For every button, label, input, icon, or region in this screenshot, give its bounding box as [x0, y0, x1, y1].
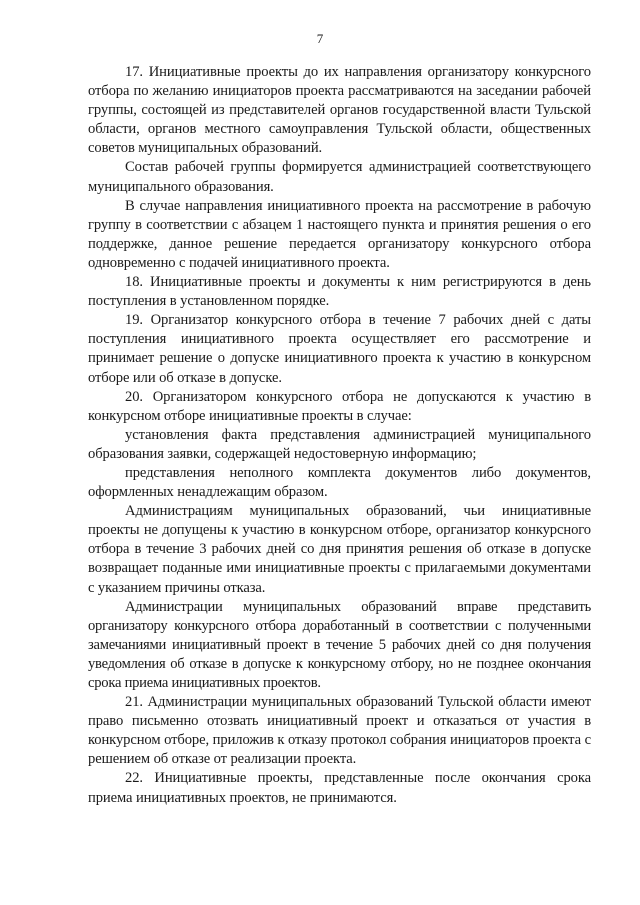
paragraph-item-21: 21. Администрации муниципальных образований Тульской области имеют право письменно отозвать инициативный проект и отказаться от участия в конкурсном отборе, приложив к отказу протокол собрания инициаторов проекта с решением об отказе от реализации проекта. — [88, 694, 591, 768]
paragraph-item-19: 19. Организатор конкурсного отбора в течение 7 рабочих дней с даты поступления инициативного проекта осуществляет его рассмотрение и принимает решение о допуске инициативного проекта к участию в конкурсном отборе или об отказе в допуске. — [88, 312, 591, 386]
paragraph-item-18: 18. Инициативные проекты и документы к ним регистрируются в день поступления в установленном порядке. — [88, 274, 591, 310]
document-body — [88, 63, 591, 808]
paragraph-working-group-decision: В случае направления инициативного проекта на рассмотрение в рабочую группу в соответствии с абзацем 1 настоящего пункта и принятия решения о его поддержке, данное решение передается организатору конкурсного отбора одновременно с подачей инициативного проекта. — [88, 197, 591, 271]
paragraph-return-of-projects: Администрациям муниципальных образований, чьи инициативные проекты не допущены к участию в конкурсном отборе, организатор конкурсного отбора в течение 3 рабочих дней со дня принятия решения об отказе в допуске возвращает поданные ими инициативные проекты с прилагаемыми документами с указанием причины отказа. — [88, 503, 591, 596]
paragraph-refusal-reason-2: представления неполного комплекта документов либо документов, оформленных ненадлежащим образом. — [88, 464, 591, 501]
paragraph-resubmission: Администрации муниципальных образований вправе представить организатору конкурсного отбора доработанный в соответствии с полученными замечаниями инициативный проект в течение 5 рабочих дней со дня получения уведомления об отказе в допуске к конкурсному отбору, но не позднее окончания срока приема инициативных проектов. — [88, 598, 591, 691]
paragraph-item-17: 17. Инициативные проекты до их направления организатору конкурсного отбора по желанию инициаторов проекта рассматриваются на заседании рабочей группы, состоящей из представителей органов государственной власти Тульской области, органов местного самоуправления Тульской области, общественных советов муниципальных образований. — [88, 64, 591, 157]
paragraph-item-20: 20. Организатором конкурсного отбора не допускаются к участию в конкурсном отборе инициативные проекты в случае: — [88, 388, 591, 424]
page-number: 7 — [316, 31, 324, 46]
paragraph-working-group-composition: Состав рабочей группы формируется администрацией соответствующего муниципального образования. — [88, 159, 591, 195]
paragraph-refusal-reason-1: установления факта представления администрацией муниципального образования заявки, содержащей недостоверную информацию; — [88, 426, 591, 462]
paragraph-item-22: 22. Инициативные проекты, представленные после окончания срока приема инициативных проектов, не принимаются. — [88, 770, 591, 806]
